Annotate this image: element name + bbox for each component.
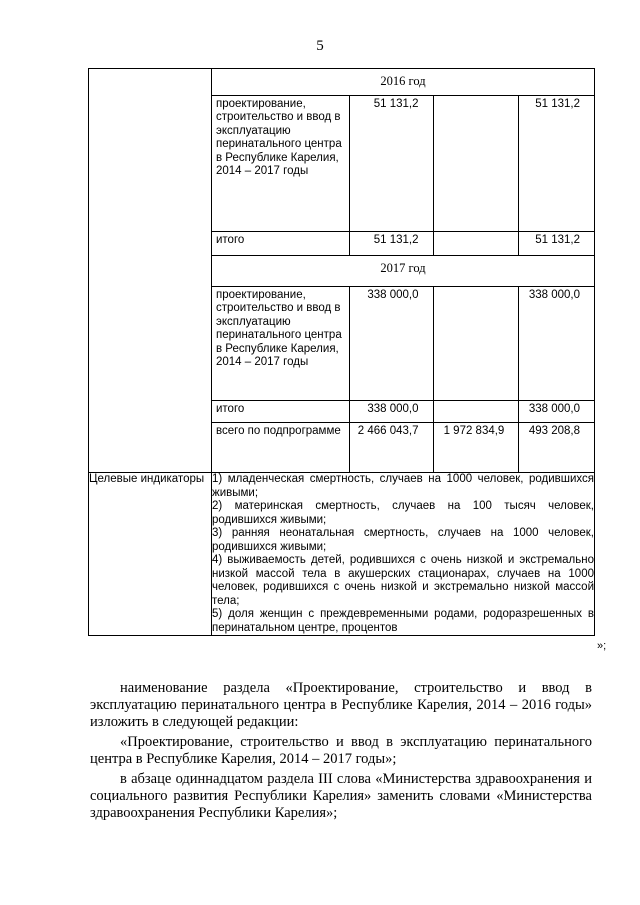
row-federal xyxy=(433,231,519,255)
indicators-list xyxy=(212,473,595,636)
indicator-item: 5) доля женщин с преждевременными родами, родоразрешенных в перинатальном центре, процентов xyxy=(212,608,594,634)
row-federal xyxy=(433,286,519,400)
row-federal xyxy=(433,400,519,422)
row-regional: 51 131,2 xyxy=(519,95,594,231)
empty-left-cell xyxy=(89,69,212,473)
indicators-label: Целевые индикаторы xyxy=(89,473,212,636)
indicator-item: 4) выживаемость детей, родившихся с очень низкой и экстремально низкой массой тела в акушерских стационарах, случаев на 1000 человек, родившихся с очень низкой и экстремально низкой массой тела; xyxy=(212,554,594,607)
indicator-item: 3) ранняя неонатальная смертность, случаев на 1000 человек, родившихся живыми; xyxy=(212,527,594,553)
row-name: проектирование, строительство и ввод в эксплуатацию перинатального центра в Республике Карелия, 2014 – 2017 годы xyxy=(212,286,349,400)
row-total: 338 000,0 xyxy=(349,286,433,400)
paragraph-section-name: наименование раздела «Проектирование, строительство и ввод в эксплуатацию перинатального центра в Республике Карелия, 2014 – 2016 годы» изложить в следующей редакции: xyxy=(90,680,592,730)
row-federal: 1 972 834,9 xyxy=(433,422,519,472)
paragraph-new-title: «Проектирование, строительство и ввод в эксплуатацию перинатального центра в Республике Карелия, 2014 – 2017 годы»; xyxy=(90,734,592,767)
year-2017-header: 2017 год xyxy=(212,255,594,286)
row-name: проектирование, строительство и ввод в эксплуатацию перинатального центра в Республике Карелия, 2014 – 2017 годы xyxy=(212,95,349,231)
row-total: 2 466 043,7 xyxy=(349,422,433,472)
financing-table xyxy=(212,69,594,472)
page-number: 5 xyxy=(316,38,324,54)
row-total: 51 131,2 xyxy=(349,95,433,231)
row-regional: 338 000,0 xyxy=(519,400,594,422)
row-total: 338 000,0 xyxy=(349,400,433,422)
row-name: итого xyxy=(212,231,349,255)
paragraph-replacement: в абзаце одиннадцатом раздела III слова «Министерства здравоохранения и социального развития Республики Карелия» заменить словами «Министерства здравоохранения Республики Карелия»; xyxy=(90,771,592,821)
row-federal xyxy=(433,95,519,231)
row-total: 51 131,2 xyxy=(349,231,433,255)
indicator-item: 2) материнская смертность, случаев на 100 тысяч человек, родившихся живыми; xyxy=(212,500,594,526)
row-name: итого xyxy=(212,400,349,422)
year-2016-header: 2016 год xyxy=(212,69,594,95)
financing-cell xyxy=(212,69,595,473)
row-regional: 338 000,0 xyxy=(519,286,594,400)
closing-quote: »; xyxy=(597,640,607,652)
indicator-item: 1) младенческая смертность, случаев на 1000 человек, родившихся живыми; xyxy=(212,473,594,499)
row-name: всего по подпрограмме xyxy=(212,422,349,472)
subprogram-table xyxy=(88,68,595,636)
row-regional: 493 208,8 xyxy=(528,424,580,437)
row-regional: 51 131,2 xyxy=(519,231,594,255)
